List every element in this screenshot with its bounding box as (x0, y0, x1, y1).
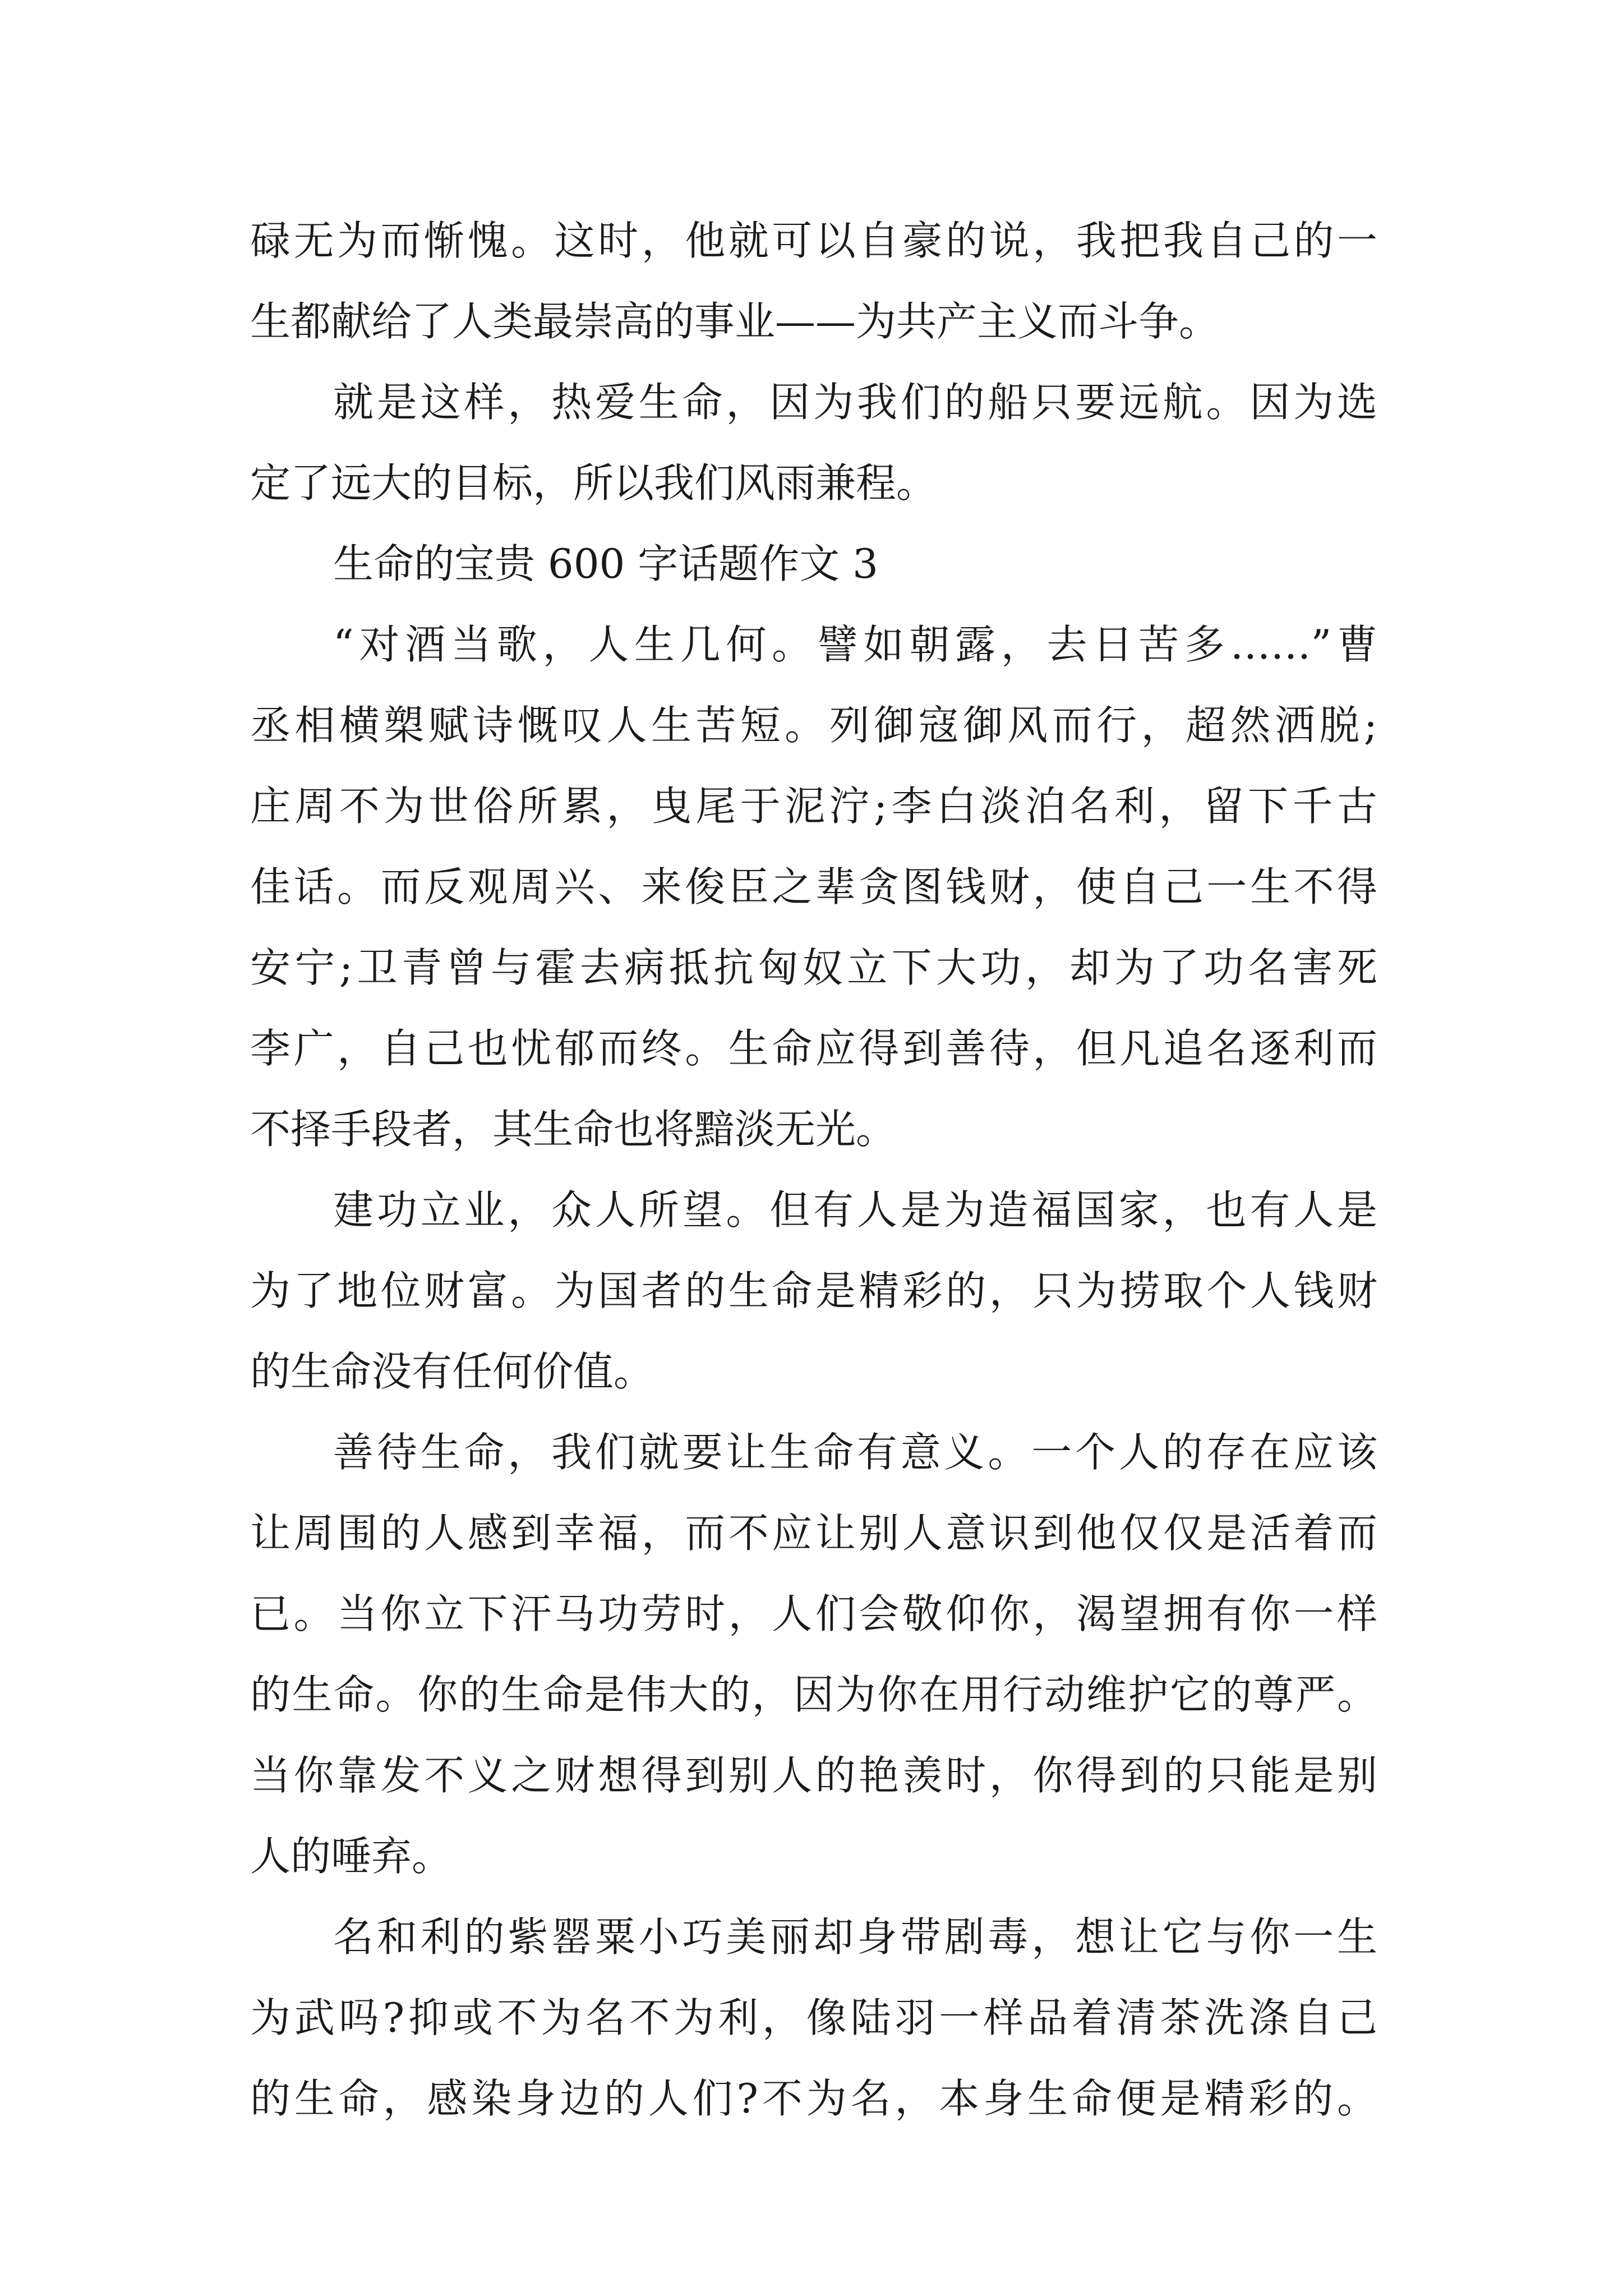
text-line: 的生命，感染身边的人们?不为名，本身生命便是精彩的。 (250, 2075, 1377, 2122)
text-line: 当你靠发不义之财想得到别人的艳羡时，你得到的只能是别 (250, 1752, 1377, 1799)
text-line: 就是这样，热爱生命，因为我们的船只要远航。因为选 (333, 379, 1377, 426)
text-line: 佳话。而反观周兴、来俊臣之辈贪图钱财，使自己一生不得 (250, 863, 1377, 910)
text-line: 已。当你立下汗马功劳时，人们会敬仰你，渴望拥有你一样 (250, 1590, 1377, 1637)
text-line: 定了远大的目标，所以我们风雨兼程。 (250, 459, 937, 507)
text-line: 生命的宝贵 600 字话题作文 3 (333, 540, 878, 587)
text-line: 生都献给了人类最崇高的事业——为共产主义而斗争。 (250, 298, 1220, 345)
text-line: 让周围的人感到幸福，而不应让别人意识到他仅仅是活着而 (250, 1510, 1377, 1557)
text-line: 的生命没有任何价值。 (250, 1348, 654, 1395)
text-line: 的生命。你的生命是伟大的，因为你在用行动维护它的尊严。 (250, 1671, 1377, 1718)
text-line: 李广，自己也忧郁而终。生命应得到善待，但凡追名逐利而 (250, 1025, 1377, 1072)
document-body (250, 200, 1377, 2139)
text-line: 为武吗?抑或不为名不为利，像陆羽一样品着清茶洗涤自己 (250, 1994, 1377, 2041)
text-line: 为了地位财富。为国者的生命是精彩的，只为捞取个人钱财 (250, 1267, 1377, 1314)
text-line: 不择手段者，其生命也将黯淡无光。 (250, 1106, 897, 1153)
text-line: 名和利的紫罂粟小巧美丽却身带剧毒，想让它与你一生 (333, 1913, 1377, 1961)
text-line: 安宁;卫青曾与霍去病抵抗匈奴立下大功，却为了功名害死 (250, 944, 1377, 991)
text-line: 丞相横槊赋诗慨叹人生苦短。列御寇御风而行，超然洒脱; (250, 702, 1377, 749)
text-line: 善待生命，我们就要让生命有意义。一个人的存在应该 (333, 1429, 1377, 1476)
text-line: “对酒当歌，人生几何。譬如朝露，去日苦多……”曹 (333, 621, 1377, 668)
text-line: 碌无为而惭愧。这时，他就可以自豪的说，我把我自己的一 (250, 217, 1377, 264)
text-line: 庄周不为世俗所累，曳尾于泥泞;李白淡泊名利，留下千古 (250, 783, 1377, 830)
text-line: 人的唾弃。 (250, 1833, 453, 1880)
text-line: 建功立业，众人所望。但有人是为造福国家，也有人是 (333, 1186, 1377, 1234)
